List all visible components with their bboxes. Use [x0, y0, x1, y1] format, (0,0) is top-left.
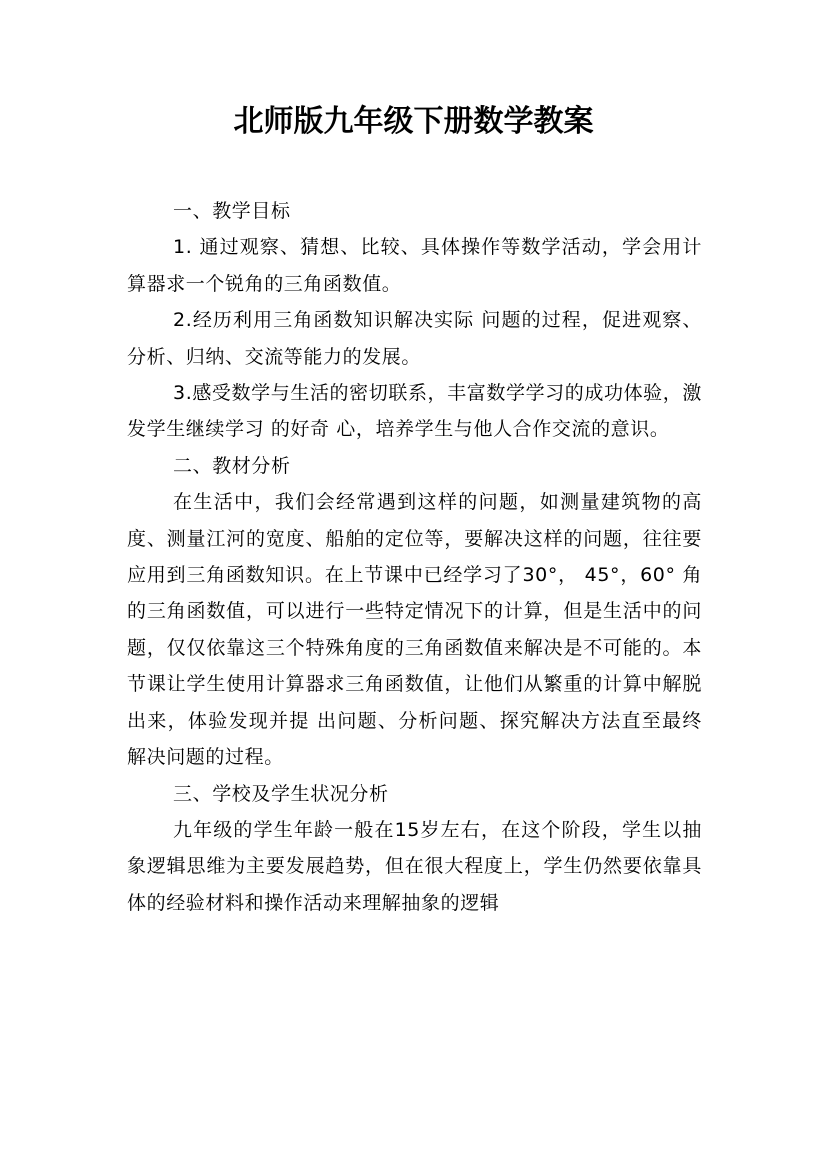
paragraph-materials-analysis: 在生活中，我们会经常遇到这样的问题，如测量建筑物的高度、测量江河的宽度、船舶的定位等，要解决这样的问题，往往要应用到三角函数知识。在上节课中已经学习了30°， 45°，60° 角的三角函数值，可以进行一些特定情况下的计算，但是生活中的问题，仅仅依靠这三个特殊角度的三角函数值来解决是不可能的。本节课让学生使用计算器求三角函数值，让他们从繁重的计算中解脱出来，体验发现并提 出问题、分析问题、探究解决方法直至最终解决问题的过程。	[127, 491, 702, 769]
section-heading-objectives: 一、教学目标	[173, 200, 291, 222]
paragraph-objective-2: 2.经历利用三角函数知识解决实际 问题的过程，促进观察、分析、归纳、交流等能力的发展。	[127, 309, 702, 368]
section-heading-materials: 二、教材分析	[173, 454, 291, 477]
section-heading-students: 三、学校及学生状况分析	[173, 782, 389, 805]
document-body	[127, 193, 702, 921]
document-title: 北师版九年级下册数学教案	[233, 104, 594, 139]
paragraph-objective-3: 3.感受数学与生活的密切联系，丰富数学学习的成功体验，激发学生继续学习 的好奇 心，培养学生与他人合作交流的意识。	[127, 382, 702, 441]
paragraph-students-analysis: 九年级的学生年龄一般在15岁左右，在这个阶段，学生以抽象逻辑思维为主要发展趋势，但在很大程度上，学生仍然要依靠具体的经验材料和操作活动来理解抽象的逻辑	[127, 818, 702, 914]
paragraph-objective-1: 1. 通过观察、猜想、比较、具体操作等数学活动，学会用计算器求一个锐角的三角函数值。	[127, 236, 702, 295]
